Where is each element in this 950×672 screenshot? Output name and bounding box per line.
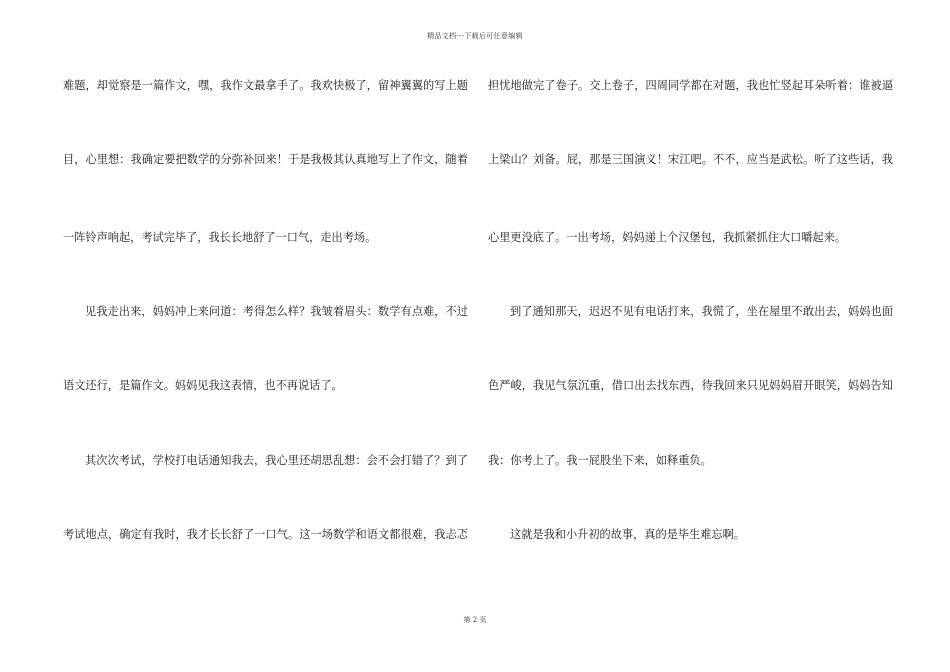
text-line: 色严峻，我见气氛沉重，借口出去找东西，待我回来只见妈妈眉开眼笑，妈妈告知 [488,379,893,392]
page-header: 精品文档---下载后可任意编辑 [427,32,523,40]
text-line: 语文还行，是篇作文。妈妈见我这表情，也不再说话了。 [63,379,343,392]
text-line: 见我走出来，妈妈冲上来问道：考得怎么样？我皱着眉头：数学有点难，不过 [85,305,468,318]
text-line: 我：你考上了。我一屁股坐下来，如释重负。 [488,454,712,467]
text-line: 难题，却觉察是一篇作文，嘿，我作文最拿手了。我欢快极了，留神翼翼的写上题 [63,79,468,92]
text-line: 其次次考试，学校打电话通知我去，我心里还胡思乱想：会不会打错了？到了 [85,454,468,467]
text-line: 目，心里想：我确定要把数学的分弥补回来！于是我极其认真地写上了作文，随着 [63,153,468,166]
text-line: 这就是我和小升初的故事，真的是毕生难忘啊。 [510,528,745,541]
text-line: 到了通知那天，迟迟不见有电话打来，我慌了，坐在屋里不敢出去，妈妈也面 [510,305,893,318]
text-line: 心里更没底了。一出考场，妈妈递上个汉堡包，我抓紧抓住大口嚼起来。 [488,231,847,244]
text-line: 担忧地做完了卷子。交上卷子，四周同学都在对题，我也忙竖起耳朵听着：谁被逼 [488,79,893,92]
text-line: 上梁山？刘备。屁，那是三国演义！宋江吧。不不，应当是武松。听了这些话，我 [488,153,893,166]
text-line: 一阵铃声响起，考试完毕了，我长长地舒了一口气，走出考场。 [63,231,377,244]
page-number: 第 2 页 [463,616,487,624]
text-line: 考试地点，确定有我时，我才长长舒了一口气。这一场数学和语文都很难，我忐忑 [63,528,468,541]
